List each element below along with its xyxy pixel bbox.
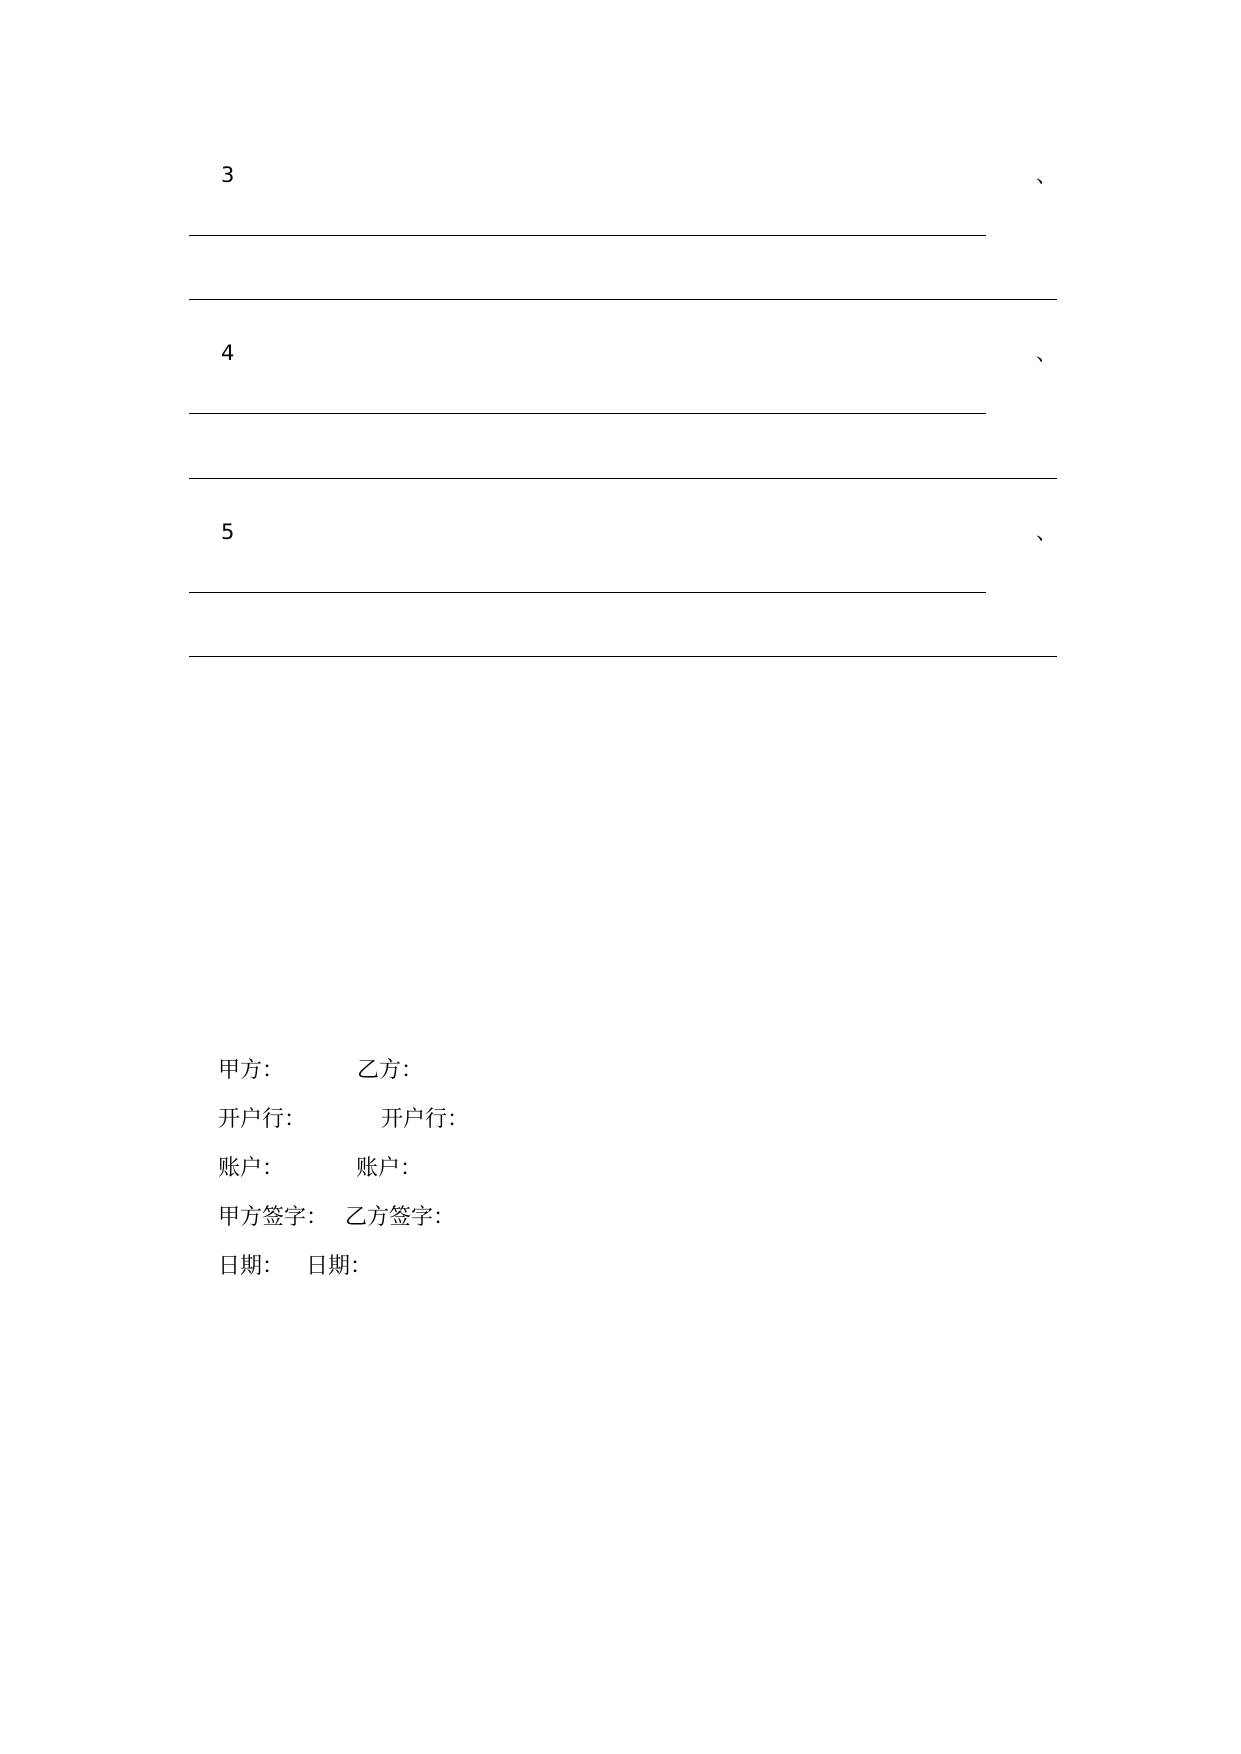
bank-b-label: 开户行：: [381, 1107, 470, 1132]
party-b-signature-label: 乙方签字：: [345, 1205, 456, 1230]
item-number-5: 5: [221, 520, 235, 544]
date-b-label: 日期：: [306, 1254, 373, 1279]
item-4-fill-line-2: [189, 478, 1057, 479]
item-enumeration-mark-4: 、: [1036, 341, 1057, 365]
account-b-label: 账户：: [356, 1156, 423, 1181]
party-b-label: 乙方：: [357, 1058, 424, 1083]
bank-a-label: 开户行：: [218, 1107, 307, 1132]
date-a-label: 日期：: [218, 1254, 285, 1279]
account-a-label: 账户：: [218, 1156, 285, 1181]
item-5-fill-line-2: [189, 656, 1057, 657]
item-3-fill-line-2: [189, 299, 1057, 300]
party-a-signature-label: 甲方签字：: [218, 1205, 329, 1230]
item-enumeration-mark-3: 、: [1036, 163, 1057, 187]
item-number-4: 4: [221, 341, 235, 365]
item-number-3: 3: [221, 163, 235, 187]
item-4-fill-line-1: [189, 413, 986, 414]
item-3-fill-line-1: [189, 235, 986, 236]
item-enumeration-mark-5: 、: [1036, 520, 1057, 544]
party-a-label: 甲方：: [218, 1058, 285, 1083]
item-5-fill-line-1: [189, 592, 986, 593]
